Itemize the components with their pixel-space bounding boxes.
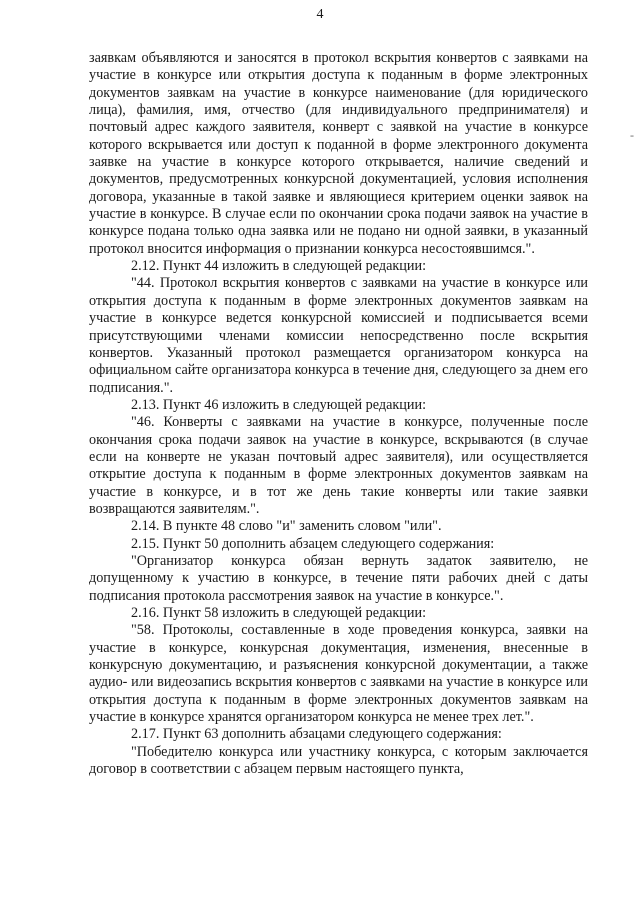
amendment-2-13-heading: 2.13. Пункт 46 изложить в следующей редакции: — [131, 396, 427, 413]
amendment-2-12-heading: 2.12. Пункт 44 изложить в следующей редакции: — [131, 258, 427, 275]
page-number: 4 — [316, 7, 324, 22]
amendment-2-13-text: "46. Конверты с заявками на участие в конкурсе, полученные после окончания срока подачи заявок на участие в конкурсе, вскрываются (в случае если на конверте не указан почтовый адрес заявителя), или осуществляется открытие доступа к поданным в форме электронных документов заявкам на участие в конкурсе, и в тот же день такие конверты или такие заявки возвращаются заявителям.". — [89, 414, 588, 517]
amendment-2-16-heading: 2.16. Пункт 58 изложить в следующей редакции: — [131, 605, 427, 621]
amendment-2-16-text: "58. Протоколы, составленные в ходе проведения конкурса, заявки на участие в конкурсе, конкурсная документация, изменения, внесенные в конкурсную документацию, и разъяснения конкурсной документации, а также аудио- или видеозапись вскрытия конвертов с заявками на участие в конкурсе или открытия доступа к поданным в форме электронных документов заявкам на участие в конкурсе хранятся организатором конкурса не менее трех лет.". — [89, 622, 588, 726]
amendment-2-17-text: "Победителю конкурса или участнику конкурса, с которым заключается договор в соответствии с абзацем первым настоящего пункта, — [89, 743, 588, 778]
document-body — [89, 50, 588, 778]
amendment-2-15-heading: 2.15. Пункт 50 дополнить абзацем следующего содержания: — [131, 535, 495, 552]
paragraph-continuation: заявкам объявляются и заносятся в протокол вскрытия конвертов с заявками на участие в конкурсе или открытия доступа к поданным в форме электронных документов заявкам на участие в конкурсе наименование (для юридического лица), фамилия, имя, отчество (для индивидуального предпринимателя) и почтовый адрес каждого заявителя, конверт с заявкой на участие в конкурсе которого вскрывается или доступ к поданной в форме электронного документа заявке на участие в конкурсе которого открывается, наличие сведений и документов, предусмотренных конкурсной документацией, условия исполнения договора, указанные в такой заявке и являющиеся критерием оценки заявок на участие в конкурсе. В случае если по окончании срока подачи заявок на участие в конкурсе подана только одна заявка или не подано ни одной заявки, в указанный протокол вносится информация о признании конкурса несостоявшимся.". — [89, 50, 588, 257]
amendment-2-17-heading: 2.17. Пункт 63 дополнить абзацами следующего содержания: — [131, 726, 502, 743]
margin-mark: - — [630, 128, 634, 142]
amendment-2-15-text: "Организатор конкурса обязан вернуть задаток заявителю, не допущенному к участию в конкурсе, в течение пяти рабочих дней с даты подписания протокола рассмотрения заявок на участие в конкурсе.". — [89, 552, 588, 604]
amendment-2-12-text: "44. Протокол вскрытия конвертов с заявками на участие в конкурсе или открытия доступа к поданным в форме электронных документов заявкам на участие в конкурсе ведется конкурсной комиссией и подписывается всеми присутствующими членами комиссии непосредственно после вскрытия конвертов. Указанный протокол размещается организатором конкурса на официальном сайте организатора конкурса в течение дня, следующего за днем его подписания.". — [89, 275, 588, 396]
amendment-2-14: 2.14. В пункте 48 слово "и" заменить словом "или". — [131, 518, 442, 535]
